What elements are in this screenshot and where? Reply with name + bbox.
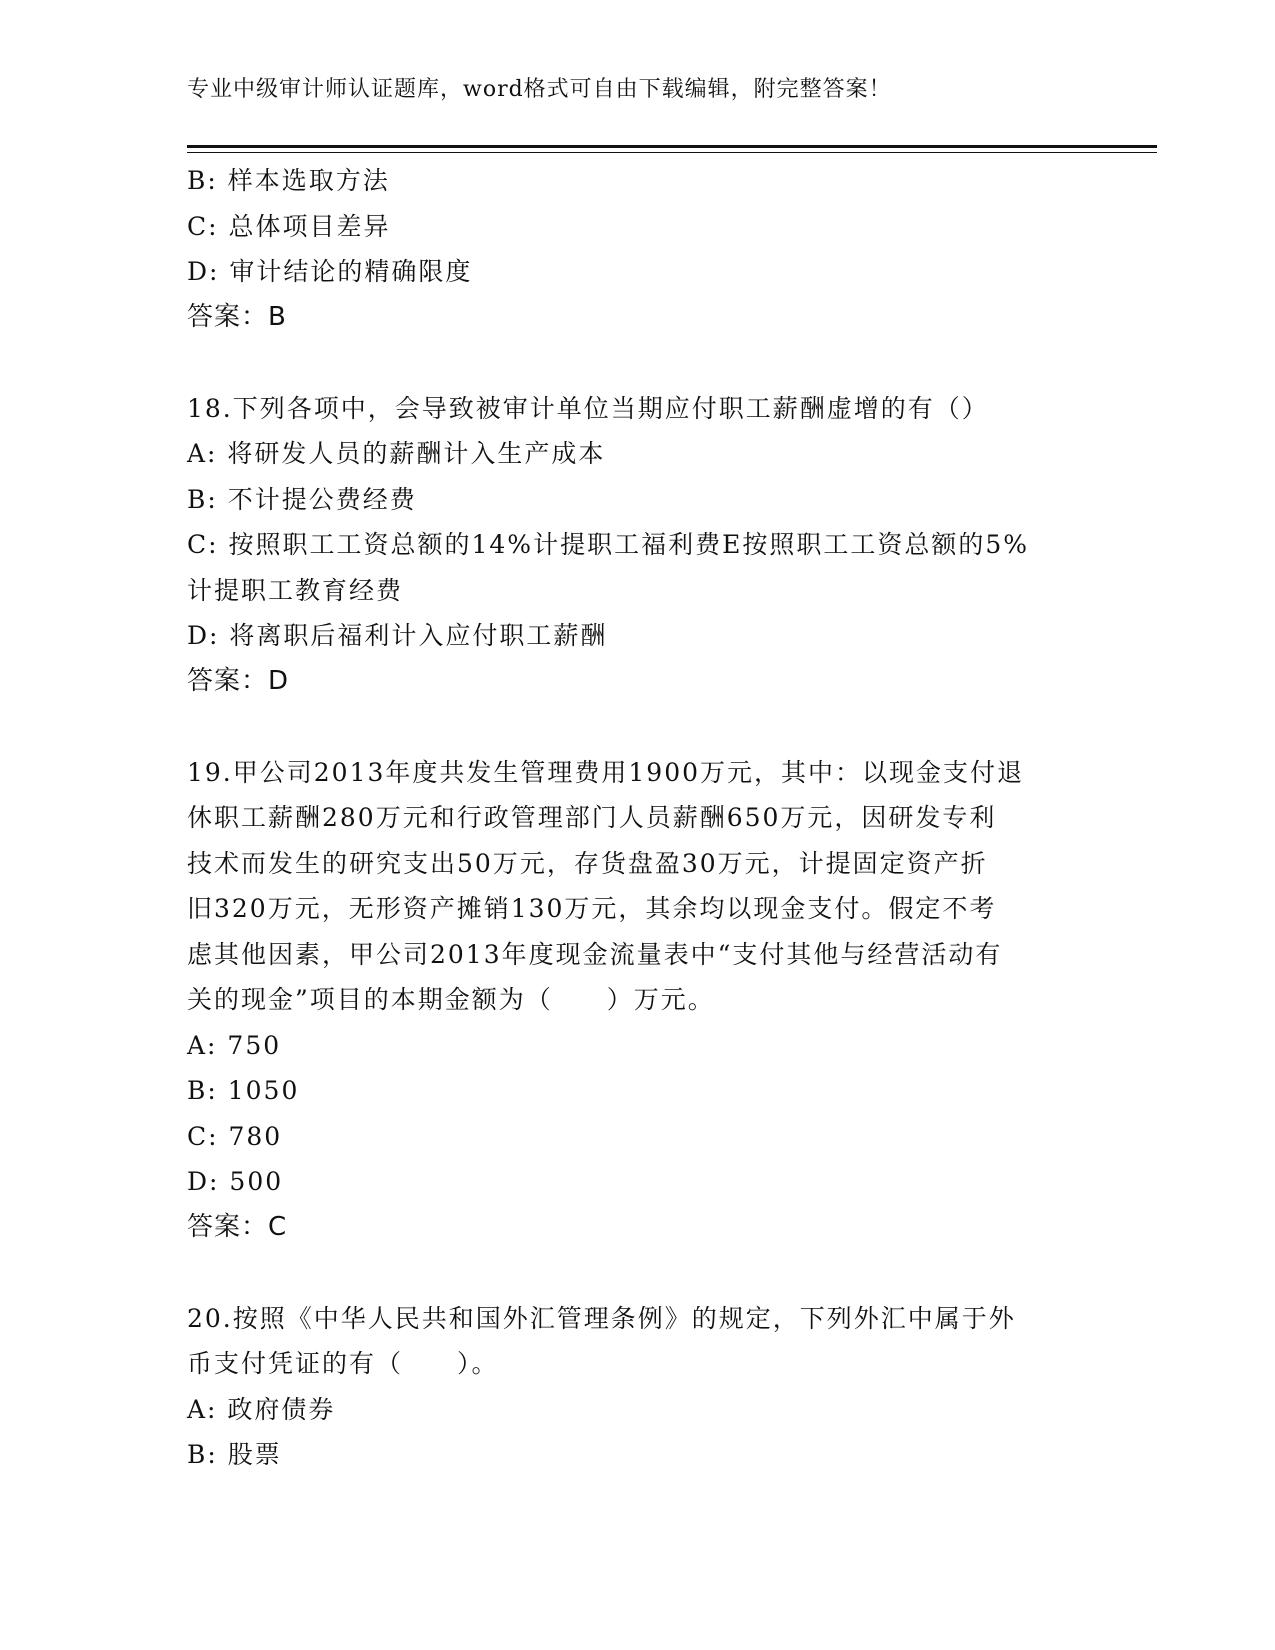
option-a: A: 政府债券 (187, 1394, 336, 1424)
option-d: D: 500 (187, 1167, 284, 1196)
header-divider-thin (187, 152, 1157, 153)
option-c-continued: 计提职工教育经费 (187, 575, 404, 605)
question-stem-line: 20.按照《中华人民共和国外汇管理条例》的规定，下列外汇中属于外 (187, 1303, 1016, 1333)
page-header-note: 专业中级审计师认证题库，word格式可自由下载编辑，附完整答案！ (187, 77, 892, 102)
answer-line: 答案：B (187, 301, 287, 332)
option-c: C: 按照职工工资总额的14%计提职工福利费E按照职工工资总额的5% (187, 530, 1029, 559)
question-19 (187, 750, 1087, 1251)
option-c: C: 780 (187, 1121, 283, 1151)
question-17-tail (187, 158, 1087, 340)
question-stem-line: 休职工薪酬280万元和行政管理部门人员薪酬650万元，因研发专利 (187, 803, 997, 832)
option-a: A: 750 (187, 1030, 282, 1060)
answer-line: 答案：C (187, 1211, 288, 1242)
question-content (187, 158, 1087, 1478)
question-20 (187, 1296, 1087, 1478)
question-stem-line: 19.甲公司2013年度共发生管理费用1900万元，其中：以现金支付退 (187, 757, 1025, 787)
option-c: C: 总体项目差异 (187, 211, 391, 241)
spacer (187, 704, 1087, 750)
option-a: A: 将研发人员的薪酬计入生产成本 (187, 439, 606, 468)
question-stem-line: 旧320万元，无形资产摊销130万元，其余均以现金支付。假定不考 (187, 894, 997, 923)
option-b: B: 股票 (187, 1440, 282, 1469)
option-d: D: 审计结论的精确限度 (187, 257, 473, 286)
answer-line: 答案：D (187, 665, 290, 696)
option-b: B: 样本选取方法 (187, 166, 390, 195)
question-stem-line: 关的现金”项目的本期金额为（ ）万元。 (187, 985, 715, 1014)
option-d: D: 将离职后福利计入应付职工薪酬 (187, 621, 608, 650)
spacer (187, 340, 1087, 386)
question-stem: 18.下列各项中，会导致被审计单位当期应付职工薪酬虚增的有（） (187, 393, 989, 423)
question-stem-line: 技术而发生的研究支出50万元，存货盘盈30万元，计提固定资产折 (187, 848, 988, 878)
option-b: B: 不计提公费经费 (187, 484, 417, 514)
question-stem-line: 虑其他因素，甲公司2013年度现金流量表中“支付其他与经营活动有 (187, 939, 1003, 969)
question-18 (187, 386, 1087, 705)
header-divider-thick (187, 145, 1157, 148)
option-b: B: 1050 (187, 1076, 300, 1105)
question-stem-line: 币支付凭证的有（ ）。 (187, 1349, 499, 1378)
spacer (187, 1250, 1087, 1296)
